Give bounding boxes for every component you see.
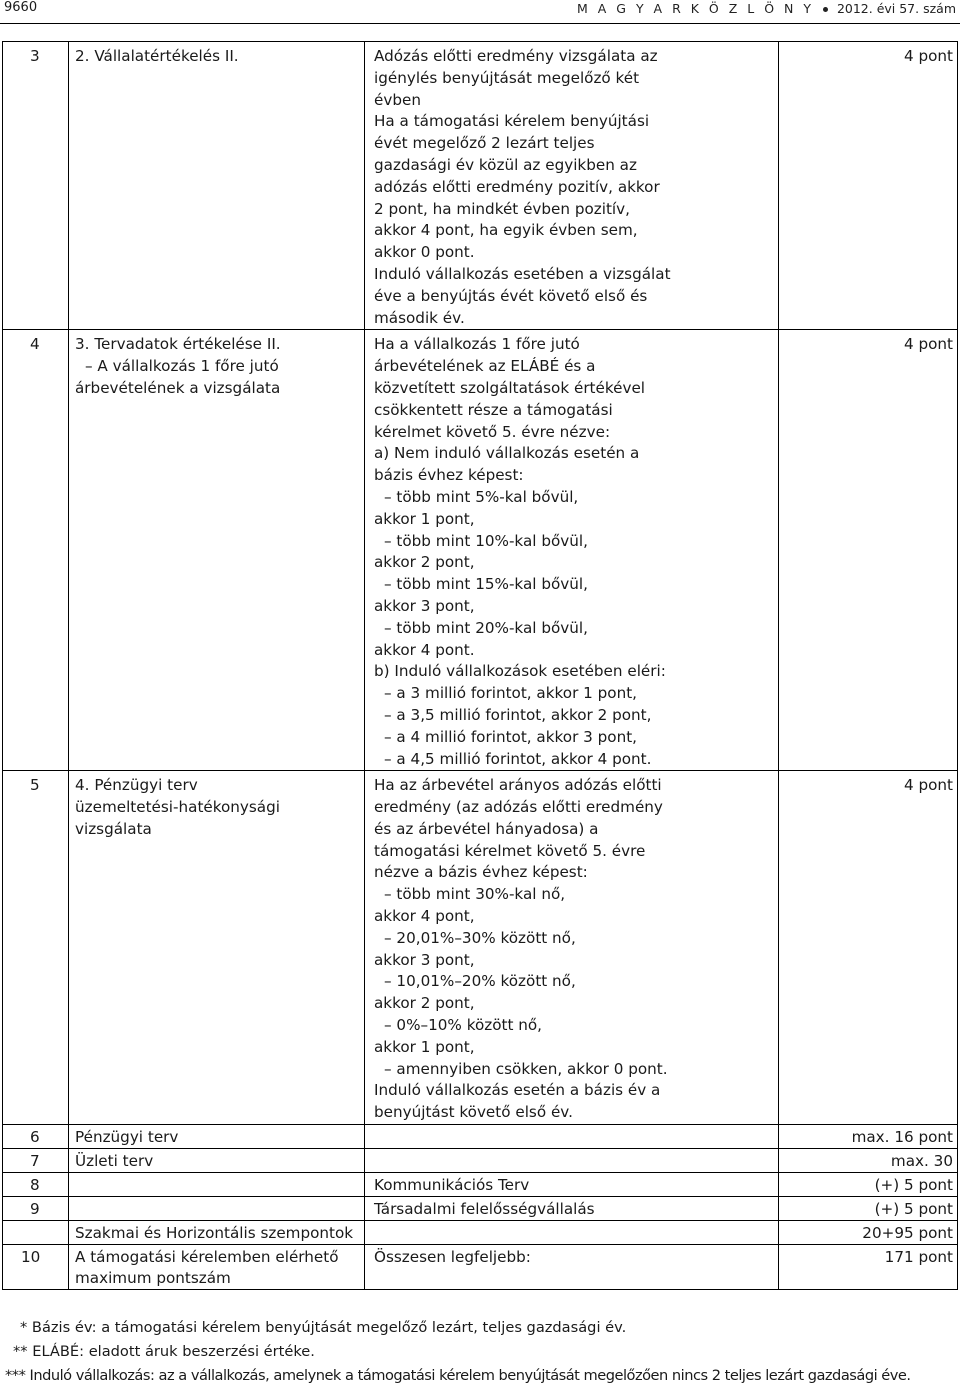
criterion-line: maximum pontszám bbox=[75, 1269, 231, 1288]
description-line: Ha a támogatási kérelem benyújtási bbox=[374, 112, 650, 131]
description-line: akkor 4 pont. bbox=[374, 640, 475, 659]
header-rule bbox=[0, 23, 960, 24]
criterion-line: – A vállalkozás 1 főre jutó bbox=[85, 357, 279, 376]
description-line: évben bbox=[374, 90, 421, 109]
points-cell: max. 16 pont bbox=[779, 1125, 958, 1149]
description-line: – 0%–10% között nő, bbox=[384, 1016, 542, 1035]
bullet-separator-icon bbox=[823, 7, 828, 12]
description-line: – több mint 20%-kal bővül, bbox=[384, 618, 588, 637]
total-row bbox=[3, 1245, 958, 1290]
journal-header bbox=[577, 1, 956, 16]
row-number: 7 bbox=[3, 1149, 69, 1173]
criterion-line: 2. Vállalatértékelés II. bbox=[75, 47, 239, 65]
table-row bbox=[3, 1197, 958, 1221]
footnote: ** ELÁBÉ: eladott áruk beszerzési értéke. bbox=[13, 1343, 315, 1360]
description-line: akkor 3 pont, bbox=[374, 596, 475, 615]
description-line: és az árbevétel hányadosa) a bbox=[374, 819, 599, 838]
criterion-line: üzemeltetési-hatékonysági vizsgálata bbox=[75, 798, 280, 838]
total-points-cell: 171 pont bbox=[779, 1245, 958, 1290]
description-cell bbox=[365, 1149, 779, 1173]
table-row bbox=[3, 1149, 958, 1173]
description-line: akkor 2 pont, bbox=[374, 553, 475, 572]
description-line: csökkentett része a támogatási bbox=[374, 400, 613, 419]
description-line: b) Induló vállalkozások esetében eléri: bbox=[374, 662, 666, 681]
row-number: 9 bbox=[3, 1197, 69, 1221]
points-cell: 4 pont bbox=[779, 42, 958, 330]
description-line: – a 3 millió forintot, akkor 1 pont, bbox=[384, 684, 637, 703]
description-line: – amennyiben csökken, akkor 0 pont. bbox=[384, 1059, 668, 1078]
description-cell: Összesen legfeljebb: bbox=[365, 1245, 779, 1290]
description-line: árbevételének az ELÁBÉ és a bbox=[374, 357, 596, 376]
description-cell bbox=[365, 1125, 779, 1149]
journal-issue: 2012. évi 57. szám bbox=[836, 1, 956, 16]
footnote: *** Induló vállalkozás: az a vállalkozás, amelynek a támogatási kérelem benyújtását megelőzően nincs 2 teljes lezárt gazdasági éve. bbox=[5, 1367, 911, 1384]
description-line: közvetített szolgáltatások értékével bbox=[374, 378, 646, 397]
table-row bbox=[3, 330, 958, 771]
criterion-line: 3. Tervadatok értékelése II. bbox=[75, 335, 281, 354]
points-cell: (+) 5 pont bbox=[779, 1197, 958, 1221]
table-row bbox=[3, 1173, 958, 1197]
description-line: második év. bbox=[374, 308, 465, 327]
description-line: akkor 0 pont. bbox=[374, 243, 475, 262]
table-row bbox=[3, 1221, 958, 1245]
criterion-cell: Szakmai és Horizontális szempontok bbox=[69, 1221, 365, 1245]
description-line: évét megelőző 2 lezárt teljes bbox=[374, 134, 595, 153]
criterion-cell bbox=[69, 1197, 365, 1221]
criterion-line: árbevételének a vizsgálata bbox=[75, 378, 281, 397]
table-row bbox=[3, 1125, 958, 1149]
description-line: – több mint 10%-kal bővül, bbox=[384, 531, 588, 550]
description-line: éve a benyújtás évét követő első és bbox=[374, 286, 648, 305]
footnotes bbox=[0, 1316, 960, 1388]
description-line: – több mint 30%-kal nő, bbox=[384, 885, 566, 904]
description-line: akkor 4 pont, ha egyik évben sem, bbox=[374, 221, 638, 240]
row-number: 4 bbox=[3, 330, 69, 771]
footnote: * Bázis év: a támogatási kérelem benyújtását megelőző lezárt, teljes gazdasági év. bbox=[20, 1319, 627, 1336]
criterion-cell bbox=[69, 42, 365, 330]
row-number: 6 bbox=[3, 1125, 69, 1149]
description-line: eredmény (az adózás előtti eredmény bbox=[374, 798, 663, 817]
row-number: 10 bbox=[3, 1245, 69, 1290]
description-line: nézve a bázis évhez képest: bbox=[374, 863, 588, 882]
description-line: adózás előtti eredmény pozitív, akkor bbox=[374, 177, 660, 196]
points-cell: max. 30 bbox=[779, 1149, 958, 1173]
description-cell bbox=[365, 1221, 779, 1245]
points-cell: 4 pont bbox=[779, 330, 958, 771]
points-cell: (+) 5 pont bbox=[779, 1173, 958, 1197]
description-line: – több mint 5%-kal bővül, bbox=[384, 487, 579, 506]
criterion-cell bbox=[69, 771, 365, 1125]
description-line: igénylés benyújtását megelőző két bbox=[374, 68, 640, 87]
description-line: akkor 4 pont, bbox=[374, 907, 475, 926]
criterion-cell bbox=[69, 1173, 365, 1197]
description-cell: Társadalmi felelősségvállalás bbox=[365, 1197, 779, 1221]
description-line: – 10,01%–20% között nő, bbox=[384, 972, 576, 991]
description-line: Induló vállalkozás esetében a vizsgálat bbox=[374, 264, 671, 283]
criterion-line: A támogatási kérelemben elérhető bbox=[75, 1248, 339, 1267]
description-line: Ha az árbevétel arányos adózás előtti bbox=[374, 776, 662, 795]
description-line: kérelmet követő 5. évre nézve: bbox=[374, 422, 611, 441]
table-row bbox=[3, 771, 958, 1125]
description-line: akkor 2 pont, bbox=[374, 994, 475, 1013]
description-line: bázis évhez képest: bbox=[374, 466, 524, 485]
description-line: – a 4,5 millió forintot, akkor 4 pont. bbox=[384, 749, 652, 768]
page-number: 9660 bbox=[4, 0, 38, 15]
scoring-table bbox=[2, 41, 958, 1290]
points-cell: 4 pont bbox=[779, 771, 958, 1125]
row-number bbox=[3, 1221, 69, 1245]
points-cell: 20+95 pont bbox=[779, 1221, 958, 1245]
description-line: akkor 1 pont, bbox=[374, 1037, 475, 1056]
description-cell: Kommunikációs Terv bbox=[365, 1173, 779, 1197]
row-number: 3 bbox=[3, 42, 69, 330]
description-cell bbox=[365, 771, 779, 1125]
description-line: Ha a vállalkozás 1 főre jutó bbox=[374, 335, 580, 354]
journal-title: M A G Y A R K Ö Z L Ö N Y bbox=[577, 1, 814, 16]
criterion-line: 4. Pénzügyi terv bbox=[75, 776, 198, 795]
description-line: akkor 3 pont, bbox=[374, 950, 475, 969]
description-cell bbox=[365, 330, 779, 771]
row-number: 5 bbox=[3, 771, 69, 1125]
description-line: gazdasági év közül az egyikben az bbox=[374, 155, 637, 174]
table-row bbox=[3, 42, 958, 330]
criterion-cell bbox=[69, 330, 365, 771]
description-line: – több mint 15%-kal bővül, bbox=[384, 575, 588, 594]
description-line: benyújtást követő első év. bbox=[374, 1103, 573, 1122]
description-line: a) Nem induló vállalkozás esetén a bbox=[374, 444, 640, 463]
description-line: – a 3,5 millió forintot, akkor 2 pont, bbox=[384, 705, 652, 724]
page-header bbox=[0, 0, 960, 20]
description-line: – 20,01%–30% között nő, bbox=[384, 928, 576, 947]
criterion-cell: Üzleti terv bbox=[69, 1149, 365, 1173]
description-line: Adózás előtti eredmény vizsgálata az bbox=[374, 47, 658, 65]
description-line: támogatási kérelmet követő 5. évre bbox=[374, 841, 646, 860]
criterion-cell: Pénzügyi terv bbox=[69, 1125, 365, 1149]
description-line: Induló vállalkozás esetén a bázis év a bbox=[374, 1081, 661, 1100]
description-line: 2 pont, ha mindkét évben pozitív, bbox=[374, 199, 630, 218]
description-line: – a 4 millió forintot, akkor 3 pont, bbox=[384, 727, 637, 746]
criterion-cell bbox=[69, 1245, 365, 1290]
row-number: 8 bbox=[3, 1173, 69, 1197]
description-cell bbox=[365, 42, 779, 330]
description-line: akkor 1 pont, bbox=[374, 509, 475, 528]
